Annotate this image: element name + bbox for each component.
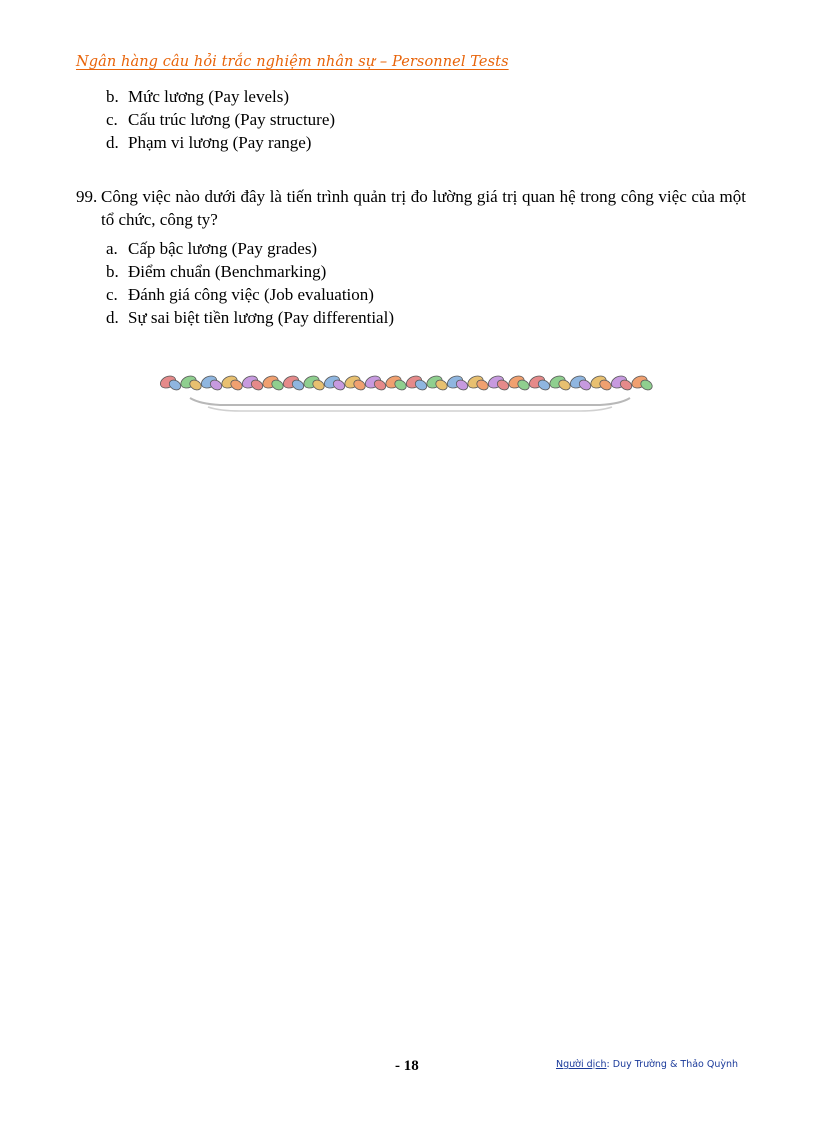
option-text: Cấp bậc lương (Pay grades) [128, 239, 318, 258]
translator-credit-names: Duy Trường & Thảo Quỳnh [612, 1059, 739, 1070]
option-text: Phạm vi lương (Pay range) [128, 133, 312, 152]
garland-leaf [609, 374, 633, 392]
garland-leaf [466, 374, 490, 392]
translator-credit-label: Người dịch [556, 1059, 607, 1070]
option-item [106, 133, 311, 153]
garland-leaf [199, 374, 223, 392]
option-item [106, 262, 326, 282]
option-item [106, 285, 374, 305]
option-letter: b. [106, 262, 119, 281]
option-letter: c. [106, 110, 118, 129]
garland-leaf [425, 374, 449, 392]
garland-leaf [630, 374, 654, 392]
option-letter: d. [106, 308, 119, 327]
option-text: Cấu trúc lương (Pay structure) [128, 110, 336, 129]
option-item [106, 110, 335, 130]
garland-leaf [302, 374, 326, 392]
garland-leaf [568, 374, 592, 392]
garland-leaf [384, 374, 408, 392]
garland-leaf [507, 374, 531, 392]
question-text: Công việc nào dưới đây là tiến trình quản trị đo lường giá trị quan hệ trong công việc của một tổ chức, công ty? [101, 187, 746, 229]
garland-leaf [548, 374, 572, 392]
document-header-title: Ngân hàng câu hỏi trắc nghiệm nhân sự – Personnel Tests [76, 54, 509, 70]
garland-leaf [179, 374, 203, 392]
garland-leaf [220, 374, 244, 392]
garland-leaf [281, 374, 305, 392]
question-99 [76, 185, 746, 231]
garland-leaf [589, 374, 613, 392]
option-letter: c. [106, 285, 118, 304]
garland-ribbon-shadow [208, 407, 612, 411]
option-item [106, 308, 394, 328]
garland-leaf [445, 374, 469, 392]
garland-leaf [363, 374, 387, 392]
translator-credit [556, 1059, 738, 1070]
option-text: Đánh giá công việc (Job evaluation) [128, 285, 374, 304]
option-letter: d. [106, 133, 119, 152]
garland-leaf [322, 374, 346, 392]
option-text: Điểm chuẩn (Benchmarking) [128, 262, 327, 281]
garland-leaf [486, 374, 510, 392]
option-letter: a. [106, 239, 118, 258]
option-text: Sự sai biệt tiền lương (Pay differential) [128, 308, 394, 327]
option-letter: b. [106, 87, 119, 106]
garland-leaf [240, 374, 264, 392]
question-number: 99. [76, 187, 98, 206]
option-item [106, 239, 317, 259]
garland-leaf [404, 374, 428, 392]
garland-leaf [527, 374, 551, 392]
garland-leaf [343, 374, 367, 392]
garland-leaf [160, 374, 182, 392]
option-text: Mức lương (Pay levels) [128, 87, 290, 106]
leaf-garland-icon [160, 370, 655, 414]
option-item [106, 87, 289, 107]
page-number: - 18 [395, 1058, 419, 1074]
garland-ribbon [190, 398, 630, 405]
garland-leaf [261, 374, 285, 392]
translator-credit-sep: : [606, 1059, 613, 1070]
